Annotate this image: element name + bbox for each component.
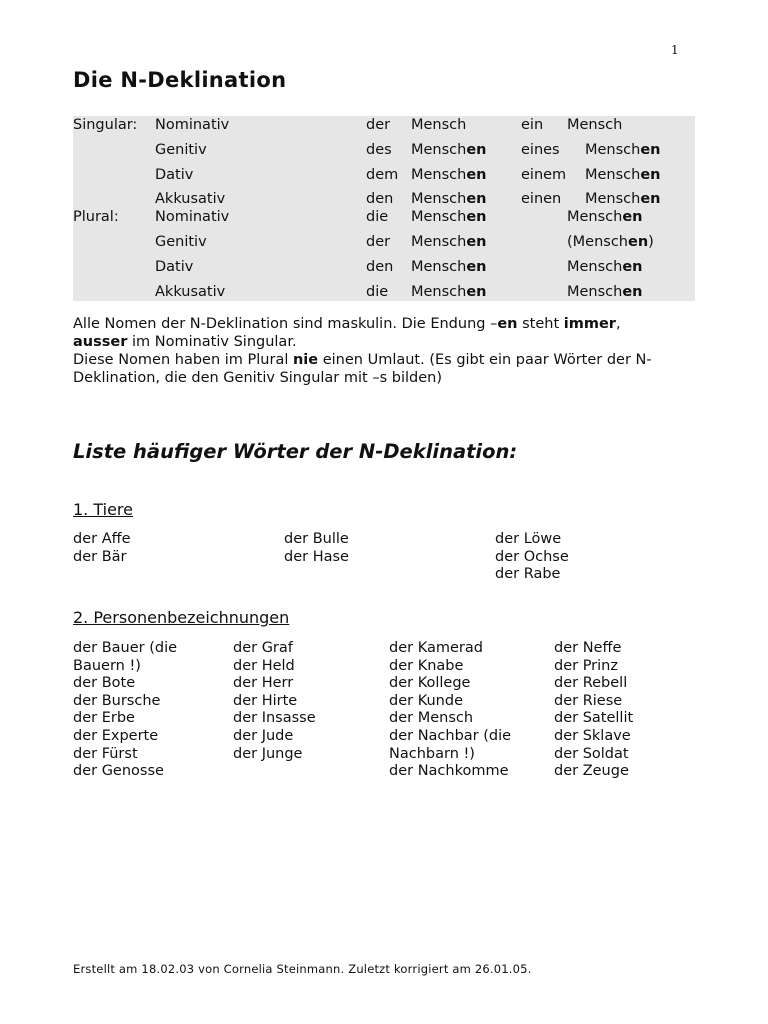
- definite-article: die: [366, 209, 389, 225]
- noun-ending: en: [640, 167, 661, 183]
- singular-label: Singular:: [73, 117, 138, 133]
- noun-ending: en: [466, 259, 487, 275]
- list-item: der Bär: [73, 548, 127, 565]
- noun-stem: Mensch: [411, 142, 467, 158]
- list-item: der Knabe: [389, 657, 464, 674]
- noun-ending: en: [466, 209, 487, 225]
- noun-stem: (Mensch: [567, 234, 628, 250]
- list-item: der Rebell: [554, 675, 628, 692]
- indefinite-article: ein: [521, 117, 544, 133]
- noun-suffix: ): [648, 234, 654, 250]
- list-item: der Herr: [233, 675, 294, 692]
- list-item: der Zeuge: [554, 763, 629, 780]
- page-number: 1: [671, 43, 679, 57]
- noun-stem: Mensch: [585, 167, 641, 183]
- noun-ending: en: [640, 191, 661, 207]
- indefinite-article: eines: [521, 142, 560, 158]
- noun-ending: en: [466, 191, 487, 207]
- footer-note: Erstellt am 18.02.03 von Cornelia Steinmann. Zuletzt korrigiert am 26.01.05.: [73, 962, 532, 976]
- noun-stem: Mensch: [411, 259, 467, 275]
- indefinite-noun: [585, 141, 661, 159]
- noun-stem: Mensch: [567, 209, 623, 225]
- list-item: der Nachbar (die: [389, 728, 512, 744]
- indefinite-noun: [567, 258, 643, 276]
- explanation-paragraph-1: [73, 315, 713, 351]
- noun-stem: Mensch: [567, 259, 623, 275]
- page-title: Die N-Deklination: [73, 68, 287, 92]
- list-item: der Erbe: [73, 710, 135, 727]
- list-item: der Bauer (die: [73, 640, 178, 656]
- bold-word: immer: [563, 316, 616, 332]
- explanation-text: [73, 315, 713, 387]
- case-name: Genitiv: [155, 142, 207, 158]
- noun-stem: Mensch: [567, 284, 623, 300]
- noun-ending: en: [466, 167, 487, 183]
- noun-ending: en: [628, 234, 649, 250]
- definite-article: den: [366, 259, 394, 275]
- noun-ending: en: [466, 142, 487, 158]
- text: einen Umlaut. (Es gibt ein paar Wörter der N-Deklination, die den Genitiv Singular mit –s bilden): [73, 352, 652, 386]
- declension-table: [73, 116, 695, 301]
- noun-ending: en: [622, 209, 643, 225]
- list-item: der Bote: [73, 675, 136, 692]
- noun-stem: Mensch: [411, 284, 467, 300]
- noun-stem: Mensch: [411, 191, 467, 207]
- indefinite-noun: [567, 233, 654, 251]
- text: im Nominativ Singular.: [127, 334, 297, 350]
- noun-ending: en: [466, 234, 487, 250]
- list-item: der Hase: [284, 548, 349, 565]
- explanation-paragraph-2: [73, 351, 713, 387]
- definite-noun: [411, 141, 487, 159]
- definite-article: des: [366, 142, 392, 158]
- list-item: Nachbarn !): [389, 745, 475, 762]
- indefinite-noun: [567, 283, 643, 301]
- definite-article: den: [366, 191, 394, 207]
- list-item: der Bulle: [284, 531, 349, 547]
- list-item: der Genosse: [73, 763, 164, 780]
- list-item: der Nachkomme: [389, 763, 509, 780]
- noun-stem: Mensch: [411, 209, 467, 225]
- text: Alle Nomen der N-Deklination sind maskulin. Die Endung –: [73, 316, 498, 332]
- noun-ending: en: [466, 284, 487, 300]
- noun-stem: Mensch: [585, 142, 641, 158]
- list-item: der Sklave: [554, 728, 631, 744]
- definite-noun: [411, 283, 487, 301]
- list-item: der Junge: [233, 745, 303, 762]
- section-heading-tiere: 1. Tiere: [73, 500, 133, 519]
- list-item: der Satellit: [554, 710, 634, 727]
- list-item: der Ochse: [495, 548, 569, 565]
- list-item: der Kollege: [389, 675, 471, 692]
- noun-stem: Mensch: [567, 117, 623, 133]
- case-name: Dativ: [155, 259, 194, 275]
- indefinite-noun: [585, 190, 661, 208]
- section-heading-personen: 2. Personenbezeichnungen: [73, 608, 290, 627]
- definite-noun: [411, 190, 487, 208]
- list-item: der Hirte: [233, 692, 298, 709]
- definite-article: die: [366, 284, 389, 300]
- case-name: Akkusativ: [155, 191, 226, 207]
- indefinite-noun: [585, 166, 661, 184]
- definite-noun: [411, 233, 487, 251]
- list-item: der Experte: [73, 728, 159, 744]
- noun-ending: en: [640, 142, 661, 158]
- list-item: der Kamerad: [389, 640, 483, 656]
- definite-article: der: [366, 117, 391, 133]
- list-item: der Bursche: [73, 692, 161, 709]
- noun-stem: Mensch: [411, 234, 467, 250]
- indefinite-noun: [567, 116, 622, 134]
- list-item: der Riese: [554, 692, 623, 709]
- plural-label: Plural:: [73, 209, 119, 225]
- case-name: Genitiv: [155, 234, 207, 250]
- list-item: der Mensch: [389, 710, 474, 727]
- text: ,: [615, 316, 621, 332]
- list-item: der Fürst: [73, 745, 138, 762]
- case-name: Dativ: [155, 167, 194, 183]
- definite-noun: [411, 208, 487, 226]
- list-item: der Rabe: [495, 566, 561, 583]
- list-item: der Jude: [233, 728, 294, 744]
- list-item: der Kunde: [389, 692, 463, 709]
- list-item: der Held: [233, 657, 295, 674]
- bold-ending: en: [497, 316, 518, 332]
- list-item: der Graf: [233, 640, 293, 656]
- noun-stem: Mensch: [585, 191, 641, 207]
- list-item: der Löwe: [495, 531, 562, 547]
- noun-stem: Mensch: [411, 117, 467, 133]
- definite-noun: [411, 116, 466, 134]
- definite-article: dem: [366, 167, 399, 183]
- indefinite-noun: [567, 208, 643, 226]
- bold-word: ausser: [73, 334, 128, 350]
- case-name: Akkusativ: [155, 284, 226, 300]
- list-item: der Neffe: [554, 640, 622, 656]
- indefinite-article: einem: [521, 167, 567, 183]
- list-item: der Soldat: [554, 745, 629, 762]
- list-item: der Prinz: [554, 657, 618, 674]
- definite-noun: [411, 258, 487, 276]
- noun-stem: Mensch: [411, 167, 467, 183]
- text: steht: [517, 316, 564, 332]
- definite-noun: [411, 166, 487, 184]
- indefinite-article: einen: [521, 191, 562, 207]
- case-name: Nominativ: [155, 209, 230, 225]
- list-item: der Insasse: [233, 710, 316, 727]
- bold-word: nie: [292, 352, 319, 368]
- definite-article: der: [366, 234, 391, 250]
- text: Diese Nomen haben im Plural: [73, 352, 293, 368]
- case-name: Nominativ: [155, 117, 230, 133]
- noun-ending: en: [622, 284, 643, 300]
- noun-ending: en: [622, 259, 643, 275]
- list-item: Bauern !): [73, 657, 141, 674]
- list-item: der Affe: [73, 531, 131, 547]
- list-heading: Liste häufiger Wörter der N-Deklination:: [73, 440, 518, 463]
